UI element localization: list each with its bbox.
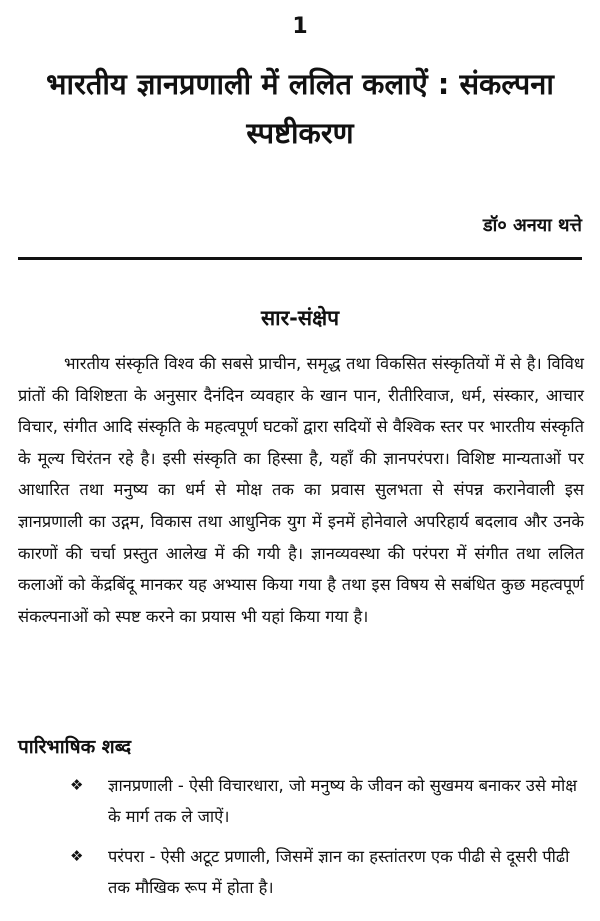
glossary-item-text: ज्ञानप्रणाली - ऐसी विचारधारा, जो मनुष्य के जीवन को सुखमय बनाकर उसे मोक्ष के मार्ग तक ले जाऐं। (108, 776, 577, 826)
author-name: डॉ० अनया थत्ते (483, 215, 582, 236)
page-number: 1 (292, 14, 308, 39)
glossary-item-text: परंपरा - ऐसी अटूट प्रणाली, जिसमें ज्ञान का हस्तांतरण एक पीढी से दूसरी पीढी तक मौखिक रूप में होता है। (108, 847, 570, 897)
glossary-item (18, 770, 584, 832)
diamond-bullet-icon: ❖ (70, 776, 84, 794)
diamond-bullet-icon: ❖ (70, 847, 84, 865)
glossary-heading: पारिभाषिक शब्द (18, 736, 132, 758)
article-title: भारतीय ज्ञानप्रणाली में ललित कलाऐं : संकल्पना स्पष्टीकरण (46, 67, 554, 150)
abstract-paragraph: भारतीय संस्कृति विश्व की सबसे प्राचीन, समृद्ध तथा विकसित संस्कृतियों में से है। विविध प्रांतों की विशिष्टता के अनुसार दैनंदिन व्यवहार के खान पान, रीतीरिवाज, धर्म, संस्कार, आचार विचार, संगीत आदि संस्कृति के महत्वपूर्ण घटकों द्वारा सदियों से वैश्विक स्तर पर भारतीय संस्कृति के मूल्य चिरंतन रहे है। इसी संस्कृति का हिस्सा है, यहाँ की ज्ञानपरंपरा। विशिष्ट मान्यताओं पर आधारित तथा मनुष्य का धर्म से मोक्ष तक का प्रवास सुलभता से संपन्न करानेवाली इस ज्ञानप्रणाली का उद्गम, विकास तथा आधुनिक युग में इनमें होनेवाले अपरिहार्य बदलाव और उनके कारणों की चर्चा प्रस्तुत आलेख में की गयी है। ज्ञानव्यवस्था की परंपरा में संगीत तथा ललित कलाओं को केंद्रबिंदू मानकर यह अभ्यास किया गया है तथा इस विषय से सबंधित कुछ महत्वपूर्ण संकल्पनाओं को स्पष्ट करने का प्रयास भी यहां किया गया है। (18, 354, 584, 626)
horizontal-divider (18, 257, 582, 260)
glossary-list (18, 770, 584, 912)
abstract-heading: सार-संक्षेप (260, 306, 340, 330)
glossary-item (18, 841, 584, 903)
